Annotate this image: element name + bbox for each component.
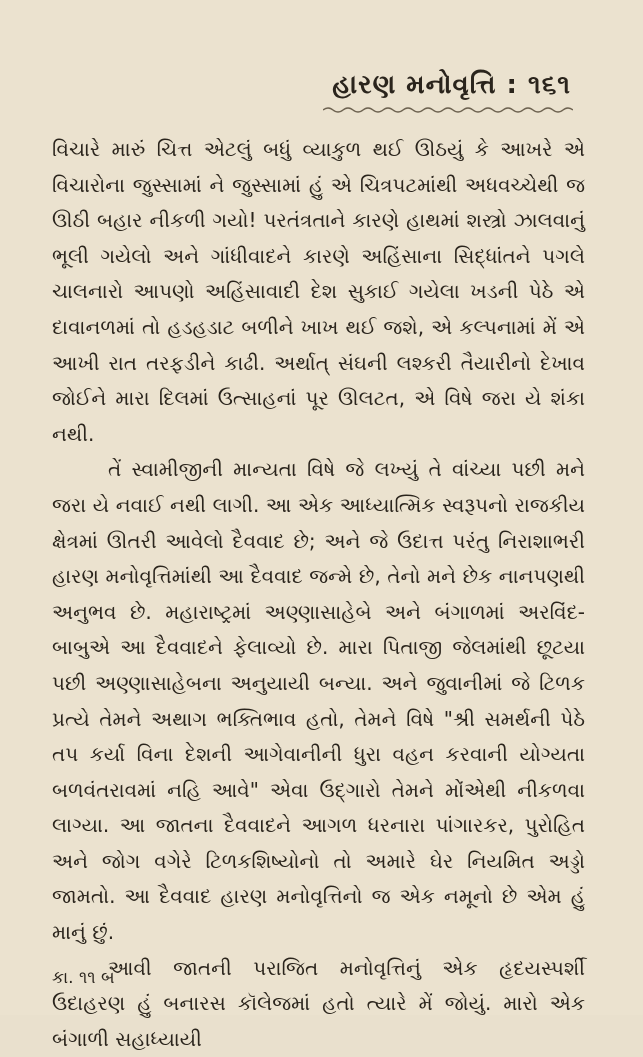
signature-mark: કા. ૧૧ બ [52,968,115,988]
paragraph-3: આવી જાતની પરાજિત મનોવૃત્તિનું એક હૃદયસ્પર્શી ઉદાહરણ હું બનારસ કૉલેજમાં હતો ત્યારે મેં જોયું. મારો એક બંગાળી સહાધ્યાયી [52,955,585,1051]
body-text [52,132,585,1057]
running-header: હારણ મનોવૃત્તિ : ૧૬૧ [332,70,571,100]
paragraph-2: તેં સ્વામીજીની માન્યતા વિષે જે લખ્યું તે વાંચ્યા પછી મને જરા યે નવાઈ નથી લાગી. આ એક આધ્યાત્મિક સ્વરૂપનો રાજકીય ક્ષેત્રમાં ઊતરી આવેલો દૈવવાદ છે; અને જે ઉદાત્ત પરંતુ નિરાશાભરી હારણ મનોવૃત્તિમાંથી આ દૈવવાદ જન્મે છે, તેનો મને છેક નાનપણથી અનુભવ છે. મહારાષ્ટ્રમાં અણ્ણાસાહેબે અને બંગાળમાં અરવિંદ-બાબુએ આ દૈવવાદને ફેલાવ્યો છે. મારા પિતાજી જેલમાંથી છૂટયા પછી અણ્ણાસાહેબના અનુયાયી બન્યા. અને જુવાનીમાં જે ટિળક પ્રત્યે તેમને અથાગ ભક્તિભાવ હતો, તેમને વિષે "શ્રી સમર્થની પેઠે તપ કર્યા વિના દેશની આગેવાનીની ધુરા વહન કરવાની યોગ્યતા બળવંતરાવમાં નહિ આવે" એવા ઉદ્ગારો તેમને મોંએથી નીકળવા લાગ્યા. આ જાતના દૈવવાદને આગળ ધરનારા પાંગારકર, પુરોહિત અને જોગ વગેરે ટિળકશિષ્યોનો તો અમારે ઘેર નિયમિત અડ્ડો જામતો. આ દૈવવાદ હારણ મનોવૃત્તિનો જ એક નમૂનો છે એમ હું માનું છું. [52,457,585,945]
paragraph-1: વિચારે મારું ચિત્ત એટલું બધું વ્યાકુળ થઈ ઊઠયું કે આખરે એ વિચારોના જુસ્સામાં ને જુસ્સામાં હું એ ચિત્રપટમાંથી અધવચ્ચેથી જ ઊઠી બહાર નીકળી ગયો! પરતંત્રતાને કારણે હાથમાં શસ્ત્રો ઝાલવાનું ભૂલી ગયેલો અને ગાંધીવાદને કારણે અહિંસાના સિદ્ધાંતને પગલે ચાલનારો આપણો અહિંસાવાદી દેશ સુકાઈ ગયેલા ખડની પેઠે એ દાવાનળમાં તો હડહડાટ બળીને ખાખ થઈ જશે, એ કલ્પનામાં મેં એ આખી રાત તરફડીને કાઢી. અર્થાત્ સંઘની લશ્કરી તૈયારીનો દેખાવ જોઈને મારા દિલમાં ઉત્સાહનાં પૂર ઊલટત, એ વિષે જરા યે શંકા નથી. [52,137,585,446]
header-wavy-rule [323,106,573,114]
